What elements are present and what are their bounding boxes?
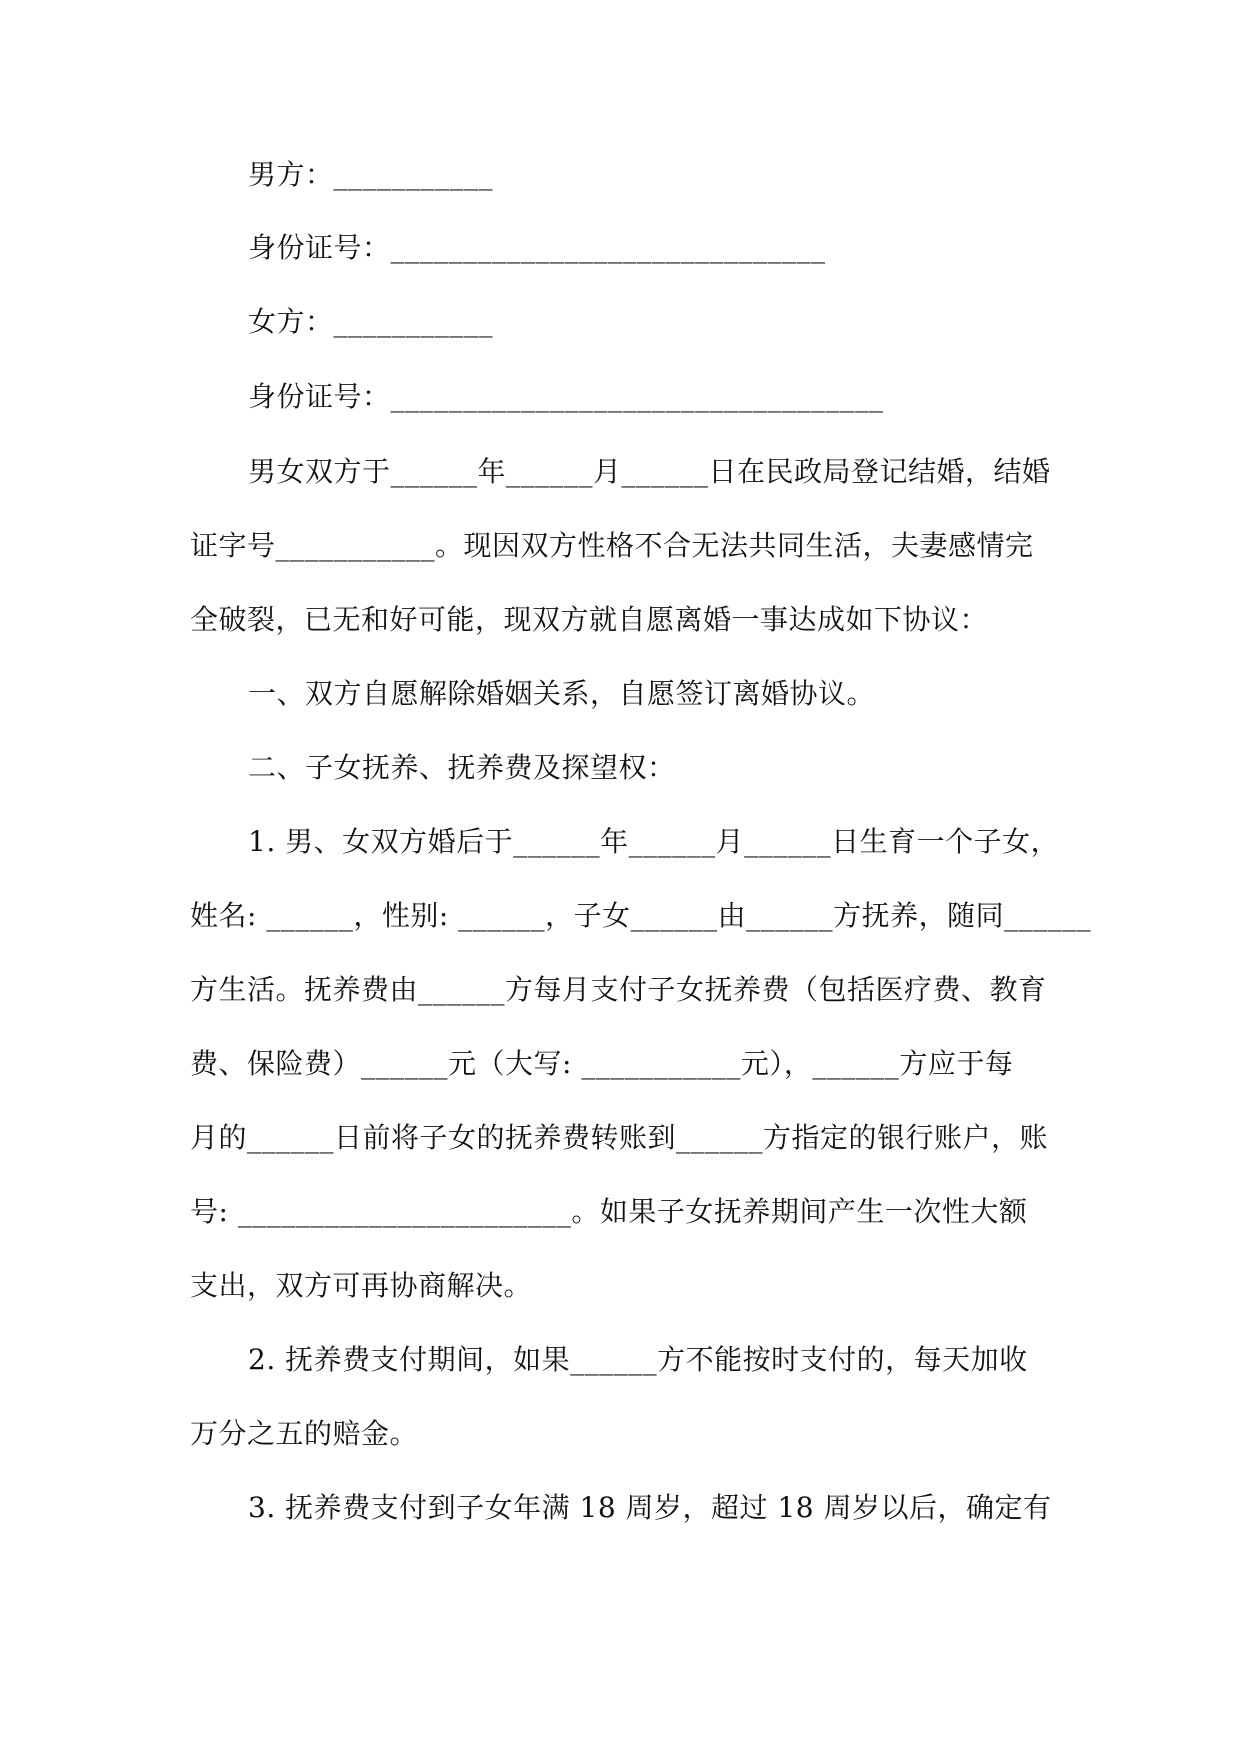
paragraph-line: 3. 抚养费支付到子女年满 18 周岁，超过 18 周岁以后，确定有 [248, 1491, 1052, 1524]
paragraph-line: 费、保险费）______元（大写: ___________元），______方应于每 [190, 1047, 1014, 1080]
paragraph-line: 证字号___________。现因双方性格不合无法共同生活，夫妻感情完 [190, 529, 1034, 562]
clause-one-line: 一、双方自愿解除婚姻关系，自愿签订离婚协议。 [248, 677, 876, 710]
paragraph-line: 支出，双方可再协商解决。 [190, 1269, 533, 1302]
paragraph-line: 2. 抚养费支付期间，如果______方不能按时支付的，每天加收 [248, 1343, 1028, 1376]
paragraph-line: 号: _______________________。如果子女抚养期间产生一次性大额 [190, 1195, 1028, 1228]
paragraph-line: 万分之五的赔金。 [190, 1417, 419, 1450]
paragraph-line: 方生活。抚养费由______方每月支付子女抚养费（包括医疗费、教育 [190, 973, 1047, 1006]
paragraph-line: 姓名: ______，性别: ______，子女______由______方抚养，随同______ [190, 899, 1092, 932]
male-id-line: 身份证号：______________________________ [248, 231, 826, 264]
paragraph-line: 月的______日前将子女的抚养费转账到______方指定的银行账户，账 [190, 1121, 1049, 1154]
paragraph-line: 男女双方于______年______月______日在民政局登记结婚，结婚 [248, 455, 1051, 488]
female-id-line: 身份证号：__________________________________ [248, 380, 884, 413]
clause-two-heading: 二、子女抚养、抚养费及探望权： [248, 751, 676, 784]
female-party-line: 女方：___________ [248, 305, 494, 338]
paragraph-line: 全破裂，已无和好可能，现双方就自愿离婚一事达成如下协议： [190, 603, 989, 636]
paragraph-line: 1. 男、女双方婚后于______年______月______日生育一个子女， [248, 825, 1060, 858]
male-party-line: 男方：___________ [248, 158, 494, 191]
